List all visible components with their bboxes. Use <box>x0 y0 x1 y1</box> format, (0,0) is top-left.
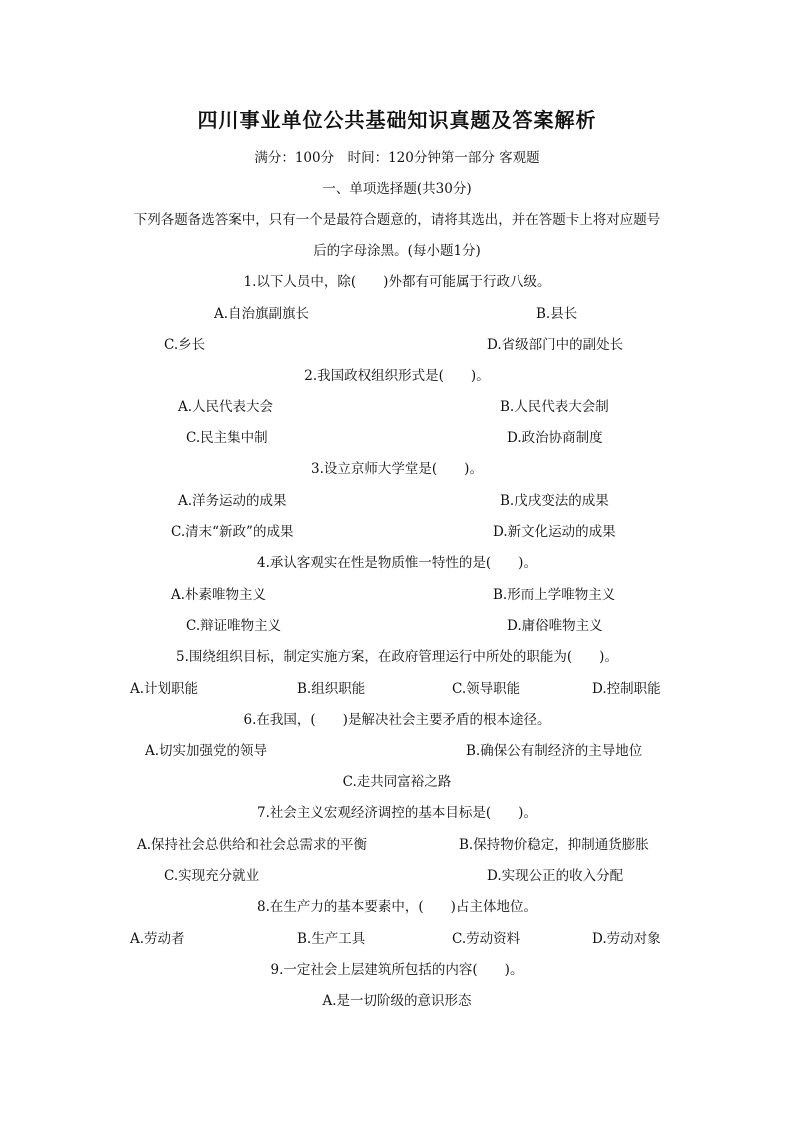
question-stem: 4.承认客观实在性是物质惟一特性的是( )。 <box>257 555 537 571</box>
question-stem: 9.一定社会上层建筑所包括的内容( )。 <box>270 962 524 978</box>
option-b: B.确保公有制经济的主导地位 <box>466 743 643 759</box>
option-b: B.保持物价稳定，抑制通货膨胀 <box>459 837 649 853</box>
question-stem: 8.在生产力的基本要素中，( )占主体地位。 <box>257 899 537 915</box>
instruction-line-1: 下列各题备选答案中，只有一个是最符合题意的，请将其选出，并在答题卡上将对应题号 <box>133 212 661 228</box>
option-a: A.洋务运动的成果 <box>178 493 287 509</box>
option-c: C.劳动资料 <box>452 931 521 947</box>
option-a: A.劳动者 <box>130 931 185 947</box>
option-b: B.组织职能 <box>297 681 366 697</box>
option-d: D.庸俗唯物主义 <box>507 618 603 634</box>
option-a: A.计划职能 <box>130 681 199 697</box>
option-c: C.辩证唯物主义 <box>186 618 282 634</box>
option-c: C.乡长 <box>164 337 206 353</box>
question-stem: 7.社会主义宏观经济调控的基本目标是( )。 <box>257 805 537 821</box>
option-d: D.劳动对象 <box>592 931 661 947</box>
option-a: A.是一切阶级的意识形态 <box>322 993 472 1009</box>
option-b: B.人民代表大会制 <box>500 399 609 415</box>
option-c: C.领导职能 <box>452 681 521 697</box>
option-d: D.控制职能 <box>592 681 661 697</box>
question-stem: 5.围绕组织目标，制定实施方案，在政府管理运行中所处的职能为( )。 <box>176 649 618 665</box>
option-c: C.实现充分就业 <box>164 868 260 884</box>
question-stem: 3.设立京师大学堂是( )。 <box>311 461 483 477</box>
exam-meta: 满分：100分 时间：120分钟第一部分 客观题 <box>254 150 540 166</box>
question-stem: 1.以下人员中，除( )外都有可能属于行政八级。 <box>243 274 551 290</box>
option-b: B.县长 <box>536 306 578 322</box>
option-b: B.生产工具 <box>297 931 366 947</box>
section-heading: 一、单项选择题(共30分) <box>322 181 472 197</box>
option-c: C.走共同富裕之路 <box>342 774 452 790</box>
question-stem: 2.我国政权组织形式是( )。 <box>304 368 490 384</box>
option-b: B.形而上学唯物主义 <box>493 587 616 603</box>
instruction-line-2: 后的字母涂黑。(每小题1分) <box>313 243 481 259</box>
question-stem: 6.在我国，( )是解决社会主要矛盾的根本途径。 <box>243 712 551 728</box>
option-c: C.清末“新政”的成果 <box>171 524 294 540</box>
document-title: 四川事业单位公共基础知识真题及答案解析 <box>197 108 597 132</box>
option-d: D.实现公正的收入分配 <box>487 868 624 884</box>
option-d: D.政治协商制度 <box>507 430 603 446</box>
option-c: C.民主集中制 <box>186 430 268 446</box>
option-a: A.朴素唯物主义 <box>171 587 267 603</box>
option-a: A.切实加强党的领导 <box>145 743 268 759</box>
option-b: B.戊戌变法的成果 <box>500 493 609 509</box>
option-a: A.人民代表大会 <box>178 399 274 415</box>
option-d: D.省级部门中的副处长 <box>487 337 624 353</box>
option-d: D.新文化运动的成果 <box>493 524 616 540</box>
option-a: A.保持社会总供给和社会总需求的平衡 <box>137 837 368 853</box>
option-a: A.自治旗副旗长 <box>214 306 310 322</box>
